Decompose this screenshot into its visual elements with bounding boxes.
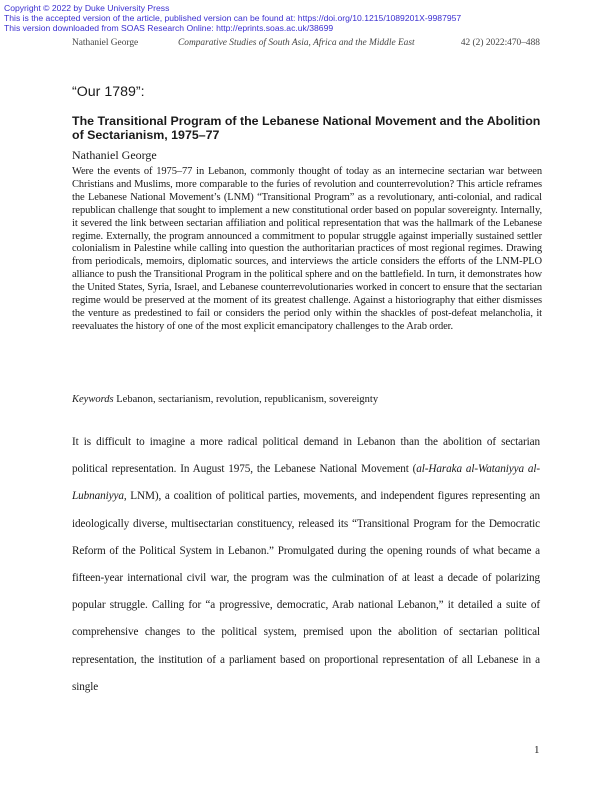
running-header-journal: Comparative Studies of South Asia, Africa and the Middle East [178,38,415,48]
body-paragraph [72,429,540,701]
running-header [72,38,540,50]
article-subtitle: The Transitional Program of the Lebanese National Movement and the Abolition of Sectarianism, 1975–77 [72,114,541,142]
page-number: 1 [534,744,540,756]
copyright-notice: Copyright © 2022 by Duke University Press [4,3,170,13]
body-text-italic-name: al-Haraka al-Wataniyya al-Lubnaniyya [72,463,540,503]
abstract: Were the events of 1975–77 in Lebanon, commonly thought of today as an internecine sectarian war between Christians and Muslims, more comparable to the furies of revolution and counterrevolution? This article reframes the Lebanese National Movement’s (LNM) “Transitional Program” as a revolutionary, anti-colonial, and radical republican challenge that sought to implement a new constitutional order based on popular sovereignty. Internally, it severed the link between sectarian affiliation and political representation that was the hallmark of the Lebanese regime. Externally, the program announced a commitment to popular struggle against imperially sustained settler colonialism in Palestine while calling into question the authoritarian practices of most regional regimes. Drawing from periodicals, memoirs, diplomatic sources, and interviews the article considers the efforts of the LNM-PLO alliance to push the Transitional Program in the political sphere and on the battlefield. In turn, it demonstrates how the United States, Syria, Israel, and Lebanese counterrevolutionaries worked in concert to ensure that the sectarian regime would be preserved at the moment of its greatest challenge. Against a historiography that either dismisses the venture as predestined to fail or considers the period only within the shackles of post-defeat melancholia, it reevaluates the history of one of the most explicit emancipatory challenges to the Arab order. [72,166,542,332]
body-text-part2: , LNM), a coalition of political parties, movements, and independent figures representing an ideologically diverse, multisectarian constituency, released its “Transitional Program for the Democratic Reform of the Political System in Lebanon.” Promulgated during the opening rounds of what became a fifteen-year international civil war, the program was the culmination of at least a decade of polarizing popular struggle. Calling for “a progressive, democratic, Arab national Lebanon,” it detailed a suite of comprehensive changes to the political system, premised upon the abolition of sectarian political representation, the institution of a parliament based on proportional representation of all Lebanese in a single [72,490,540,693]
body-text-part1: It is difficult to imagine a more radical political demand in Lebanon than the abolition of sectarian political representation. In August 1975, the Lebanese National Movement ( [72,436,540,476]
keywords [72,394,542,405]
keywords-list: Lebanon, sectarianism, revolution, republicanism, sovereignty [116,394,379,405]
keywords-label: Keywords [72,394,114,405]
running-header-volume: 42 (2) 2022:470–488 [460,38,540,48]
article-author: Nathaniel George [72,148,157,162]
accepted-version-notice[interactable]: This is the accepted version of the article, published version can be found at: https://doi.org/10.1215/1089201X-9987957 [4,13,462,23]
download-source-notice[interactable]: This version downloaded from SOAS Research Online: http://eprints.soas.ac.uk/38699 [4,23,334,33]
running-header-author: Nathaniel George [72,38,139,48]
article-title: “Our 1789”: [72,84,145,100]
